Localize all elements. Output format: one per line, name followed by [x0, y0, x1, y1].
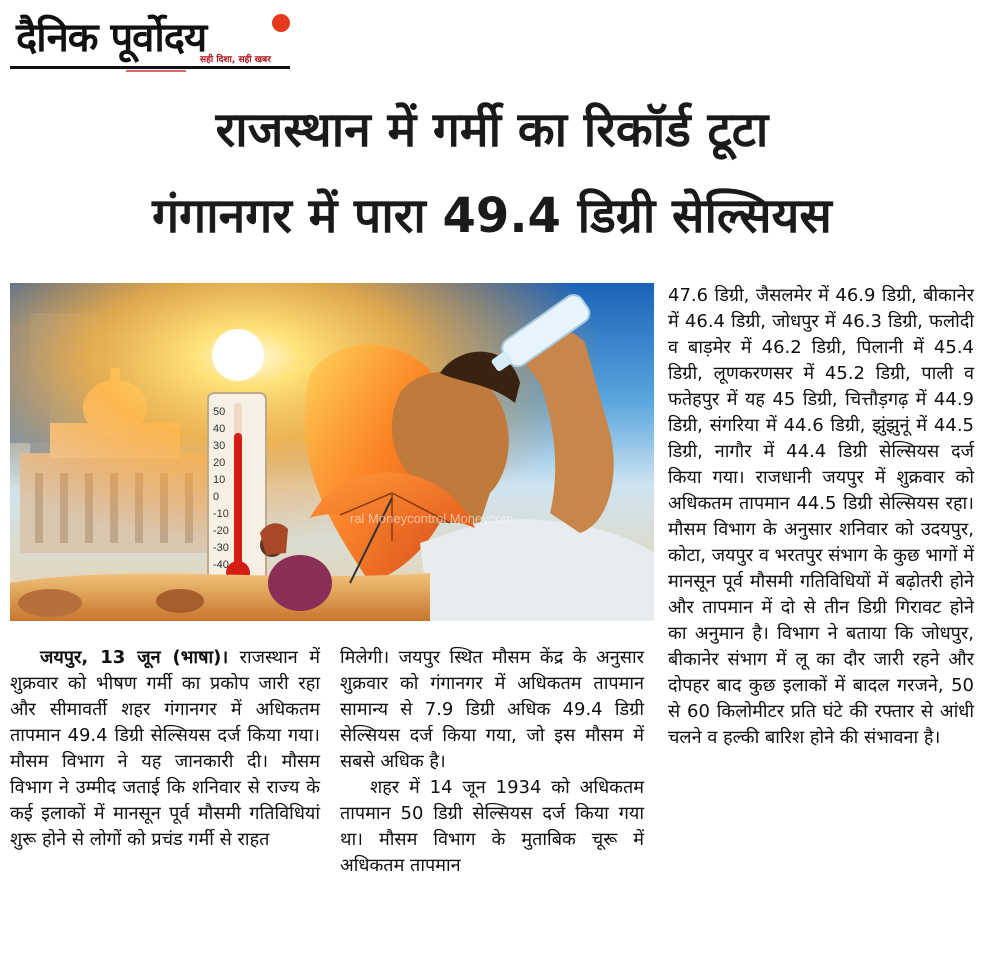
masthead	[10, 6, 295, 72]
article-column-1	[10, 645, 320, 853]
thermometer-label: 50	[213, 406, 226, 418]
thermometer-label: 0	[213, 491, 220, 503]
thermometer-label: -20	[213, 525, 229, 537]
newspaper-logo: दैनिक पूर्वोदय	[16, 15, 207, 61]
heatwave-photo	[10, 283, 654, 621]
article-column-2	[340, 645, 644, 879]
masthead-rule	[10, 66, 290, 69]
article-column-3	[668, 283, 974, 751]
thermometer-label: 30	[213, 440, 226, 452]
thermometer-label: 40	[213, 423, 226, 435]
headline-line-1: राजस्थान में गर्मी का रिकॉर्ड टूटा	[215, 102, 769, 158]
article-paragraph: 47.6 डिग्री, जैसलमेर में 46.9 डिग्री, बीकानेर में 46.4 डिग्री, जोधपुर में 46.3 डिग्री, फलोदी व बाड़मेर में 46.2 डिग्री, पिलानी में 45.4 डिग्री, लूणकरणसर में 45.2 डिग्री, पाली व फतेहपुर में यह 45 डिग्री, चित्तौड़गढ़ में 44.9 डिग्री, संगरिया में 44.6 डिग्री, झुंझुनूं में 44.5 डिग्री, नागौर में 44.4 डिग्री सेल्सियस दर्ज किया गया। राजधानी जयपुर में शुक्रवार को अधिकतम तापमान 44.5 डिग्री सेल्सियस रहा। मौसम विभाग के अनुसार शनिवार को उदयपुर, कोटा, जयपुर व भरतपुर संभाग के कुछ भागों में मानसून पूर्व मौसमी गतिविधियों में बढ़ोतरी होने और तापमान में दो से तीन डिग्री गिरावट होने का अनुमान है। विभाग ने बताया कि जोधपुर, बीकानेर संभाग में लू का दौर जारी रहने और दोपहर बाद कुछ इलाकों में बादल गरजने, 50 से 60 किलोमीटर प्रति घंटे की रफ्तार से आंधी चलने व हल्की बारिश होने की संभावना है।	[668, 285, 974, 748]
masthead-subline	[126, 70, 186, 72]
article-paragraph: मिलेगी। जयपुर स्थित मौसम केंद्र के अनुसार शुक्रवार को गंगानगर में अधिकतम तापमान सामान्य से 7.9 डिग्री अधिक 49.4 डिग्री सेल्सियस दर्ज किया गया, जो इस मौसम में सबसे अधिक है।	[340, 647, 644, 772]
thermometer-label: -40	[213, 559, 229, 571]
thermometer-label: 10	[213, 474, 226, 486]
thermometer-label: -30	[213, 542, 229, 554]
heatwave-illustration	[10, 283, 654, 621]
logo-dot-icon	[272, 14, 290, 32]
article-dateline: जयपुर, 13 जून (भाषा)।	[40, 647, 229, 668]
headline-line-2: गंगानगर में पारा 49.4 डिग्री सेल्सियस	[152, 188, 832, 244]
logo-tagline: सही दिशा, सही खबर	[200, 55, 271, 65]
thermometer-label: -10	[213, 508, 229, 520]
article-paragraph: राजस्थान में शुक्रवार को भीषण गर्मी का प्रकोप जारी रहा और सीमावर्ती शहर गंगानगर में अधिकतम तापमान 49.4 डिग्री सेल्सियस दर्ज किया गया। मौसम विभाग ने यह जानकारी दी। मौसम विभाग ने उम्मीद जताई कि शनिवार से राज्य के कई इलाकों में मानसून पूर्व मौसमी गतिविधियां शुरू होने से लोगों को प्रचंड गर्मी से राहत	[10, 647, 320, 850]
photo-watermark: ral Moneycontrol Moneycom	[350, 511, 514, 526]
thermometer-label: 20	[213, 457, 226, 469]
article-paragraph: शहर में 14 जून 1934 को अधिकतम तापमान 50 डिग्री सेल्सियस दर्ज किया गया था। मौसम विभाग के मुताबिक चूरू में अधिकतम तापमान	[340, 777, 644, 876]
